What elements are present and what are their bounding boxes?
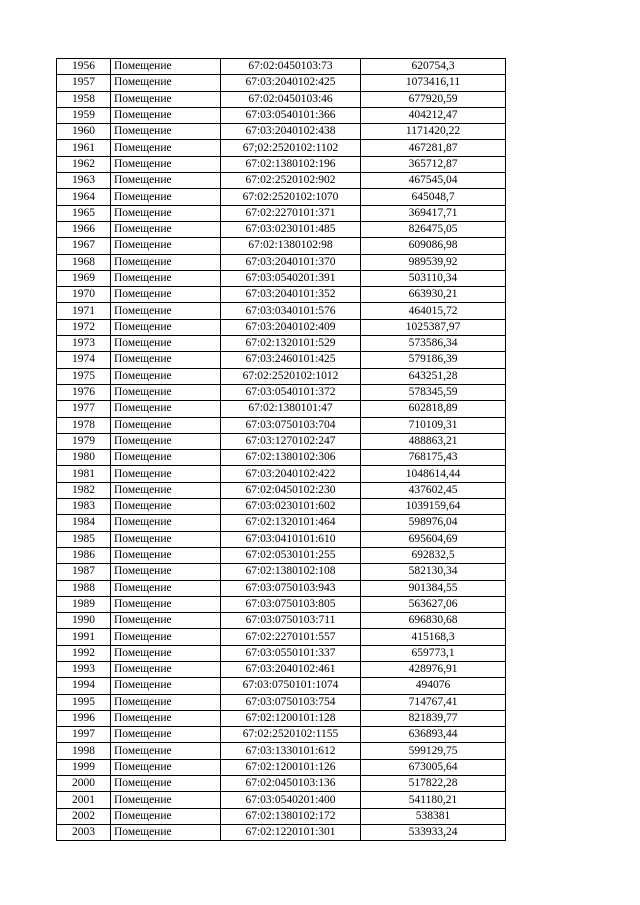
cadastral-number-cell: 67:03:0230101:602 [221, 499, 361, 515]
row-number-cell: 1967 [57, 238, 111, 254]
row-number-cell: 1966 [57, 221, 111, 237]
object-type-cell: Помещение [111, 466, 221, 482]
cadastral-value-cell: 1025387,97 [361, 319, 506, 335]
object-type-cell: Помещение [111, 91, 221, 107]
table-row [57, 384, 506, 400]
row-number-cell: 1996 [57, 710, 111, 726]
object-type-cell: Помещение [111, 336, 221, 352]
cadastral-value-cell: 826475,05 [361, 221, 506, 237]
cadastral-number-cell: 67:02:2520102:1012 [221, 368, 361, 384]
cadastral-number-cell: 67:02:0530101:255 [221, 547, 361, 563]
table-row [57, 613, 506, 629]
object-type-cell: Помещение [111, 824, 221, 840]
table-row [57, 417, 506, 433]
object-type-cell: Помещение [111, 303, 221, 319]
cadastral-number-cell: 67:02:2520102:1155 [221, 727, 361, 743]
row-number-cell: 1984 [57, 515, 111, 531]
cadastral-value-cell: 714767,41 [361, 694, 506, 710]
object-type-cell: Помещение [111, 238, 221, 254]
cadastral-number-cell: 67:02:0450103:136 [221, 776, 361, 792]
cadastral-number-cell: 67:02:2520102:902 [221, 173, 361, 189]
table-row [57, 368, 506, 384]
row-number-cell: 2000 [57, 776, 111, 792]
cadastral-value-cell: 1073416,11 [361, 75, 506, 91]
cadastral-number-cell: 67:02:1380102:98 [221, 238, 361, 254]
table-row [57, 710, 506, 726]
table-row [57, 254, 506, 270]
cadastral-number-cell: 67:03:0340101:576 [221, 303, 361, 319]
object-type-cell: Помещение [111, 156, 221, 172]
object-type-cell: Помещение [111, 776, 221, 792]
cadastral-number-cell: 67:02:1200101:128 [221, 710, 361, 726]
table-row [57, 531, 506, 547]
cadastral-number-cell: 67:02:1320101:464 [221, 515, 361, 531]
table-row [57, 319, 506, 335]
object-type-cell: Помещение [111, 384, 221, 400]
cadastral-number-cell: 67:02:1200101:126 [221, 759, 361, 775]
object-type-cell: Помещение [111, 189, 221, 205]
cadastral-value-cell: 488863,21 [361, 433, 506, 449]
table-row [57, 433, 506, 449]
cadastral-value-cell: 609086,98 [361, 238, 506, 254]
cadastral-value-cell: 415168,3 [361, 629, 506, 645]
cadastral-number-cell: 67:02:2270101:371 [221, 205, 361, 221]
row-number-cell: 1995 [57, 694, 111, 710]
object-type-cell: Помещение [111, 613, 221, 629]
cadastral-value-cell: 428976,91 [361, 661, 506, 677]
cadastral-value-cell: 598976,04 [361, 515, 506, 531]
registry-table-body [57, 59, 506, 841]
cadastral-number-cell: 67:03:2040102:438 [221, 124, 361, 140]
object-type-cell: Помещение [111, 531, 221, 547]
object-type-cell: Помещение [111, 482, 221, 498]
row-number-cell: 1963 [57, 173, 111, 189]
cadastral-number-cell: 67:03:0540201:391 [221, 270, 361, 286]
cadastral-number-cell: 67:03:0550101:337 [221, 645, 361, 661]
cadastral-value-cell: 599129,75 [361, 743, 506, 759]
row-number-cell: 1980 [57, 450, 111, 466]
table-row [57, 189, 506, 205]
cadastral-value-cell: 1171420,22 [361, 124, 506, 140]
object-type-cell: Помещение [111, 319, 221, 335]
table-row [57, 156, 506, 172]
cadastral-value-cell: 989539,92 [361, 254, 506, 270]
object-type-cell: Помещение [111, 352, 221, 368]
table-row [57, 91, 506, 107]
table-row [57, 596, 506, 612]
row-number-cell: 1977 [57, 401, 111, 417]
row-number-cell: 1968 [57, 254, 111, 270]
object-type-cell: Помещение [111, 270, 221, 286]
row-number-cell: 1956 [57, 59, 111, 75]
row-number-cell: 1983 [57, 499, 111, 515]
cadastral-number-cell: 67:02:0450103:46 [221, 91, 361, 107]
row-number-cell: 1961 [57, 140, 111, 156]
cadastral-number-cell: 67:02:1380102:108 [221, 564, 361, 580]
cadastral-number-cell: 67:03:2040102:425 [221, 75, 361, 91]
cadastral-value-cell: 404212,47 [361, 107, 506, 123]
cadastral-value-cell: 695604,69 [361, 531, 506, 547]
cadastral-value-cell: 578345,59 [361, 384, 506, 400]
object-type-cell: Помещение [111, 287, 221, 303]
table-row [57, 564, 506, 580]
table-row [57, 173, 506, 189]
row-number-cell: 1998 [57, 743, 111, 759]
cadastral-value-cell: 768175,43 [361, 450, 506, 466]
row-number-cell: 1992 [57, 645, 111, 661]
table-row [57, 450, 506, 466]
table-row [57, 140, 506, 156]
cadastral-value-cell: 673005,64 [361, 759, 506, 775]
cadastral-value-cell: 1039159,64 [361, 499, 506, 515]
object-type-cell: Помещение [111, 140, 221, 156]
cadastral-value-cell: 573586,34 [361, 336, 506, 352]
cadastral-number-cell: 67:03:1270102:247 [221, 433, 361, 449]
cadastral-value-cell: 901384,55 [361, 580, 506, 596]
row-number-cell: 1964 [57, 189, 111, 205]
cadastral-value-cell: 696830,68 [361, 613, 506, 629]
cadastral-number-cell: 67:02:2270101:557 [221, 629, 361, 645]
row-number-cell: 1974 [57, 352, 111, 368]
row-number-cell: 1990 [57, 613, 111, 629]
cadastral-value-cell: 677920,59 [361, 91, 506, 107]
table-row [57, 336, 506, 352]
cadastral-number-cell: 67:02:0450103:73 [221, 59, 361, 75]
row-number-cell: 1985 [57, 531, 111, 547]
row-number-cell: 1979 [57, 433, 111, 449]
table-row [57, 270, 506, 286]
cadastral-number-cell: 67:03:1330101:612 [221, 743, 361, 759]
cadastral-value-cell: 494076 [361, 678, 506, 694]
table-row [57, 694, 506, 710]
cadastral-number-cell: 67:02:2520102:1070 [221, 189, 361, 205]
cadastral-value-cell: 467545,04 [361, 173, 506, 189]
table-row [57, 221, 506, 237]
table-row [57, 401, 506, 417]
cadastral-number-cell: 67:03:2040102:409 [221, 319, 361, 335]
cadastral-value-cell: 659773,1 [361, 645, 506, 661]
object-type-cell: Помещение [111, 205, 221, 221]
table-row [57, 107, 506, 123]
cadastral-number-cell: 67:03:2040102:422 [221, 466, 361, 482]
object-type-cell: Помещение [111, 499, 221, 515]
table-row [57, 466, 506, 482]
table-row [57, 580, 506, 596]
table-row [57, 499, 506, 515]
row-number-cell: 1962 [57, 156, 111, 172]
object-type-cell: Помещение [111, 645, 221, 661]
cadastral-value-cell: 538381 [361, 808, 506, 824]
cadastral-number-cell: 67:03:2040101:370 [221, 254, 361, 270]
row-number-cell: 1989 [57, 596, 111, 612]
cadastral-value-cell: 710109,31 [361, 417, 506, 433]
property-registry-table [56, 58, 506, 841]
cadastral-value-cell: 517822,28 [361, 776, 506, 792]
table-row [57, 352, 506, 368]
cadastral-value-cell: 663930,21 [361, 287, 506, 303]
cadastral-number-cell: 67:02:1380102:306 [221, 450, 361, 466]
cadastral-number-cell: 67;02:2520102:1102 [221, 140, 361, 156]
cadastral-number-cell: 67:03:2460101:425 [221, 352, 361, 368]
cadastral-value-cell: 643251,28 [361, 368, 506, 384]
cadastral-value-cell: 579186,39 [361, 352, 506, 368]
object-type-cell: Помещение [111, 596, 221, 612]
object-type-cell: Помещение [111, 417, 221, 433]
object-type-cell: Помещение [111, 368, 221, 384]
cadastral-number-cell: 67:02:1320101:529 [221, 336, 361, 352]
table-row [57, 661, 506, 677]
object-type-cell: Помещение [111, 254, 221, 270]
table-row [57, 482, 506, 498]
object-type-cell: Помещение [111, 694, 221, 710]
object-type-cell: Помещение [111, 173, 221, 189]
cadastral-number-cell: 67:03:0750101:1074 [221, 678, 361, 694]
row-number-cell: 2003 [57, 824, 111, 840]
cadastral-value-cell: 1048614,44 [361, 466, 506, 482]
row-number-cell: 2001 [57, 792, 111, 808]
row-number-cell: 1991 [57, 629, 111, 645]
cadastral-value-cell: 464015,72 [361, 303, 506, 319]
table-row [57, 629, 506, 645]
cadastral-number-cell: 67:03:0410101:610 [221, 531, 361, 547]
table-row [57, 75, 506, 91]
object-type-cell: Помещение [111, 727, 221, 743]
cadastral-number-cell: 67:03:2040102:461 [221, 661, 361, 677]
row-number-cell: 1959 [57, 107, 111, 123]
row-number-cell: 1965 [57, 205, 111, 221]
row-number-cell: 1997 [57, 727, 111, 743]
cadastral-value-cell: 582130,34 [361, 564, 506, 580]
row-number-cell: 1976 [57, 384, 111, 400]
row-number-cell: 2002 [57, 808, 111, 824]
object-type-cell: Помещение [111, 629, 221, 645]
object-type-cell: Помещение [111, 515, 221, 531]
cadastral-number-cell: 67:02:0450102:230 [221, 482, 361, 498]
object-type-cell: Помещение [111, 75, 221, 91]
cadastral-value-cell: 369417,71 [361, 205, 506, 221]
table-row [57, 303, 506, 319]
cadastral-number-cell: 67:03:0230101:485 [221, 221, 361, 237]
object-type-cell: Помещение [111, 759, 221, 775]
table-row [57, 678, 506, 694]
table-row [57, 808, 506, 824]
row-number-cell: 1972 [57, 319, 111, 335]
cadastral-number-cell: 67:02:1220101:301 [221, 824, 361, 840]
table-row [57, 59, 506, 75]
table-row [57, 776, 506, 792]
row-number-cell: 1975 [57, 368, 111, 384]
row-number-cell: 1988 [57, 580, 111, 596]
cadastral-value-cell: 437602,45 [361, 482, 506, 498]
table-row [57, 287, 506, 303]
cadastral-number-cell: 67:03:0540101:372 [221, 384, 361, 400]
object-type-cell: Помещение [111, 107, 221, 123]
object-type-cell: Помещение [111, 124, 221, 140]
cadastral-number-cell: 67:03:2040101:352 [221, 287, 361, 303]
object-type-cell: Помещение [111, 792, 221, 808]
row-number-cell: 1958 [57, 91, 111, 107]
object-type-cell: Помещение [111, 564, 221, 580]
row-number-cell: 1993 [57, 661, 111, 677]
table-row [57, 824, 506, 840]
cadastral-value-cell: 636893,44 [361, 727, 506, 743]
cadastral-number-cell: 67:03:0750103:754 [221, 694, 361, 710]
row-number-cell: 1986 [57, 547, 111, 563]
object-type-cell: Помещение [111, 678, 221, 694]
cadastral-value-cell: 467281,87 [361, 140, 506, 156]
cadastral-value-cell: 541180,21 [361, 792, 506, 808]
cadastral-value-cell: 533933,24 [361, 824, 506, 840]
row-number-cell: 1970 [57, 287, 111, 303]
cadastral-value-cell: 692832,5 [361, 547, 506, 563]
object-type-cell: Помещение [111, 221, 221, 237]
cadastral-number-cell: 67:03:0750103:943 [221, 580, 361, 596]
table-row [57, 515, 506, 531]
table-row [57, 547, 506, 563]
object-type-cell: Помещение [111, 450, 221, 466]
object-type-cell: Помещение [111, 547, 221, 563]
cadastral-number-cell: 67:03:0750103:704 [221, 417, 361, 433]
row-number-cell: 1994 [57, 678, 111, 694]
table-row [57, 792, 506, 808]
cadastral-value-cell: 645048,7 [361, 189, 506, 205]
row-number-cell: 1981 [57, 466, 111, 482]
row-number-cell: 1973 [57, 336, 111, 352]
cadastral-value-cell: 503110,34 [361, 270, 506, 286]
cadastral-value-cell: 602818,89 [361, 401, 506, 417]
cadastral-number-cell: 67:02:1380102:196 [221, 156, 361, 172]
table-row [57, 205, 506, 221]
cadastral-number-cell: 67:03:0750103:711 [221, 613, 361, 629]
table-row [57, 743, 506, 759]
cadastral-number-cell: 67:03:0540201:400 [221, 792, 361, 808]
object-type-cell: Помещение [111, 808, 221, 824]
object-type-cell: Помещение [111, 580, 221, 596]
row-number-cell: 1987 [57, 564, 111, 580]
object-type-cell: Помещение [111, 743, 221, 759]
cadastral-number-cell: 67:02:1380102:172 [221, 808, 361, 824]
row-number-cell: 1971 [57, 303, 111, 319]
row-number-cell: 1999 [57, 759, 111, 775]
object-type-cell: Помещение [111, 710, 221, 726]
cadastral-value-cell: 365712,87 [361, 156, 506, 172]
cadastral-number-cell: 67:02:1380101:47 [221, 401, 361, 417]
table-row [57, 645, 506, 661]
object-type-cell: Помещение [111, 661, 221, 677]
row-number-cell: 1960 [57, 124, 111, 140]
cadastral-number-cell: 67:03:0750103:805 [221, 596, 361, 612]
object-type-cell: Помещение [111, 433, 221, 449]
row-number-cell: 1969 [57, 270, 111, 286]
table-row [57, 238, 506, 254]
cadastral-value-cell: 620754,3 [361, 59, 506, 75]
row-number-cell: 1957 [57, 75, 111, 91]
cadastral-value-cell: 821839,77 [361, 710, 506, 726]
cadastral-number-cell: 67:03:0540101:366 [221, 107, 361, 123]
table-row [57, 759, 506, 775]
table-row [57, 124, 506, 140]
row-number-cell: 1982 [57, 482, 111, 498]
row-number-cell: 1978 [57, 417, 111, 433]
object-type-cell: Помещение [111, 401, 221, 417]
object-type-cell: Помещение [111, 59, 221, 75]
table-row [57, 727, 506, 743]
cadastral-value-cell: 563627,06 [361, 596, 506, 612]
